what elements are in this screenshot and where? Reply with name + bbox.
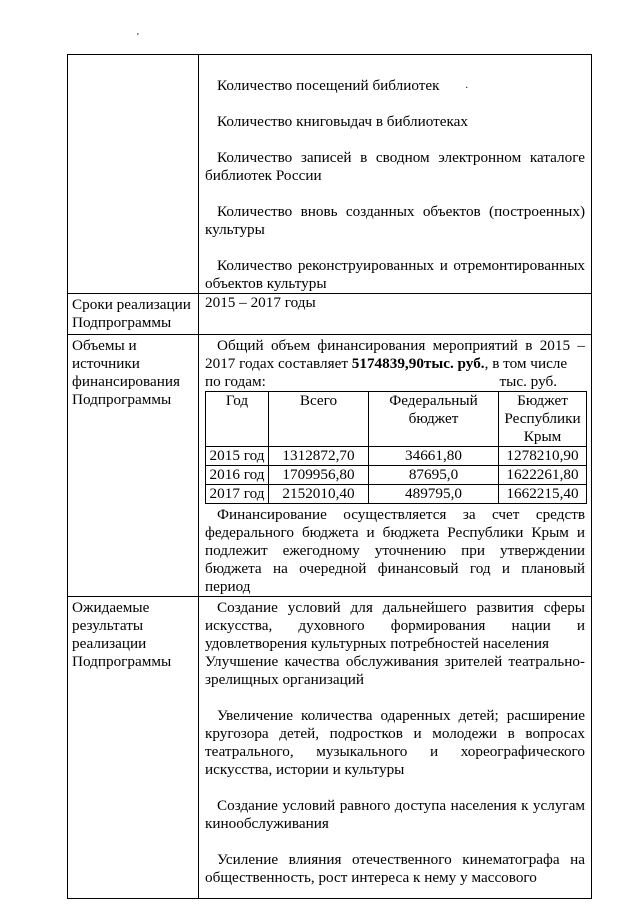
table-row (206, 466, 587, 485)
financing-row (68, 335, 592, 597)
financing-intro: Общий объем финансирования мероприятий в 2015 – 2017 годах составляет 5174839,90тыс. руб., в том числе (205, 337, 585, 372)
indicators-cell (199, 55, 592, 294)
indicator-item: Количество вновь созданных объектов (построенных) культуры (205, 203, 585, 238)
table-cell: 34661,80 (369, 447, 499, 466)
financing-table (205, 391, 587, 504)
scan-speck: ' (137, 32, 139, 43)
table-cell: 2016 год (206, 466, 269, 485)
table-cell: 2152010,40 (269, 485, 369, 504)
column-header: Год (206, 392, 269, 447)
table-row (206, 485, 587, 504)
table-cell: 1709956,80 (269, 466, 369, 485)
results-row (68, 597, 592, 899)
result-item: Создание условий равного доступа населения к услугам кинообслуживания (205, 797, 585, 832)
financing-label: Объемы и источники финансирования Подпрограммы (68, 335, 199, 597)
column-header: Бюджет Республики Крым (499, 392, 587, 447)
table-cell: 1312872,70 (269, 447, 369, 466)
financing-cell (199, 335, 592, 597)
financing-note: Финансирование осуществляется за счет средств федерального бюджета и бюджета Республики Крым и подлежит ежегодному уточнению при утверждении бюджета на очередной финансовый год и плановый период (205, 506, 585, 595)
result-item: Создание условий для дальнейшего развития сферы искусства, духовного формирования нации и удовлетворения культурных потребностей населения (205, 599, 585, 652)
results-cell (199, 597, 592, 899)
table-cell: 2015 год (206, 447, 269, 466)
result-item: Увеличение количества одаренных детей; расширение кругозора детей, подростков и молодежи в вопросах театрального, музыкального и хореографического искусства, истории и культуры (205, 707, 585, 778)
result-item: Усиление влияния отечественного кинематографа на общественность, рост интереса к нему у массового (205, 851, 585, 886)
indicators-label-cell (68, 55, 199, 294)
indicator-item: Количество посещений библиотек . (217, 77, 469, 94)
results-label: Ожидаемые результаты реализации Подпрограммы (68, 597, 199, 899)
table-cell: 87695,0 (369, 466, 499, 485)
table-cell: 1662215,40 (499, 485, 587, 504)
indicator-item: Количество записей в сводном электронном каталоге библиотек России (205, 149, 585, 184)
financing-total: 5174839,90тыс. руб. (351, 355, 485, 372)
period-label: Сроки реализации Подпрограммы (68, 294, 199, 335)
period-row (68, 294, 592, 335)
financing-table-header (206, 392, 587, 447)
table-cell: 2017 год (206, 485, 269, 504)
financing-intro-tail: по годам: тыс. руб. (205, 373, 557, 390)
column-header: Федеральный бюджет (369, 392, 499, 447)
indicator-item: Количество книговыдач в библиотеках (217, 113, 468, 130)
result-item: Улучшение качества обслуживания зрителей театрально-зрелищных организаций (205, 653, 585, 688)
table-row (206, 447, 587, 466)
period-value: 2015 – 2017 годы (199, 294, 592, 335)
table-cell: 1278210,90 (499, 447, 587, 466)
table-cell: 489795,0 (369, 485, 499, 504)
indicator-item: Количество реконструированных и отремонтированных объектов культуры (205, 257, 585, 292)
column-header: Всего (269, 392, 369, 447)
table-cell: 1622261,80 (499, 466, 587, 485)
passport-table (67, 54, 592, 899)
indicators-row (68, 55, 592, 294)
financing-unit: тыс. руб. (499, 373, 557, 390)
